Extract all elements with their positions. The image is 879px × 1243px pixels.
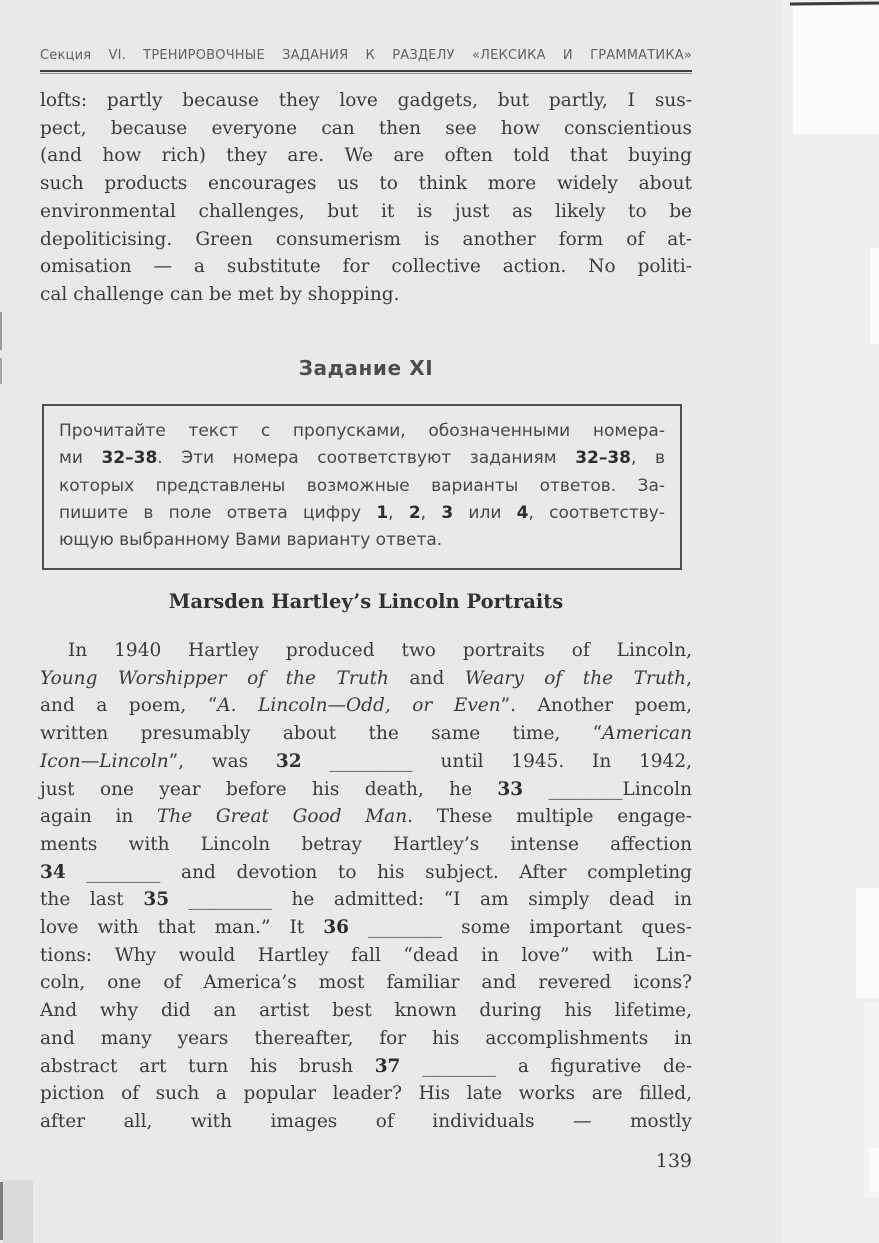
text-line: written presumably about the same time, “American xyxy=(40,723,692,745)
text-line: пишите в поле ответа цифру 1, 2, 3 или 4, соответству- xyxy=(59,502,665,523)
text-line: after all, with images of individuals — mostly xyxy=(40,1110,692,1132)
scan-artifact-strip xyxy=(869,1148,879,1192)
text-line: and many years thereafter, for his accomplishments in xyxy=(40,1027,692,1049)
text-line: lofts: partly because they love gadgets, but partly, I sus- xyxy=(40,90,692,111)
text-line: ments with Lincoln betray Hartley’s intense affection xyxy=(40,833,692,855)
text-line: depoliticising. Green consumerism is another form of at- xyxy=(40,228,692,250)
intro-paragraph xyxy=(40,87,692,309)
text-line: 34 ________ and devotion to his subject. After completing xyxy=(40,861,692,883)
scan-artifact-strip xyxy=(856,888,879,998)
text-line: tions: Why would Hartley fall “dead in love” with Lin- xyxy=(40,944,692,966)
text-line: such products encourages us to think more widely about xyxy=(40,173,692,195)
text-line: piction of such a popular leader? His late works are filled, xyxy=(40,1083,692,1105)
scan-artifact-white-patch xyxy=(793,6,879,134)
scan-artifact-dash xyxy=(0,312,2,350)
text-line: ющую выбранному Вами варианту ответа. xyxy=(59,530,443,551)
text-line: In 1940 Hartley produced two portraits of Lincoln, xyxy=(68,640,692,661)
text-line: omisation — a substitute for collective action. No politi- xyxy=(40,256,692,278)
page-number: 139 xyxy=(655,1150,692,1172)
text-line: And why did an artist best known during his lifetime, xyxy=(40,1000,692,1022)
section-header: Секция VI. ТРЕНИРОВОЧНЫЕ ЗАДАНИЯ К РАЗДЕЛУ «ЛЕКСИКА И ГРАММАТИКА» xyxy=(40,48,692,63)
text-line: abstract art turn his brush 37 ________ a figurative de- xyxy=(40,1055,692,1077)
text-line: again in The Great Good Man. These multiple engage- xyxy=(40,806,692,828)
text-line: Прочитайте текст с пропусками, обозначенными номера- xyxy=(59,421,665,441)
text-line: Icon—Lincoln”, was 32 _________ until 1945. In 1942, xyxy=(40,750,692,772)
text-line: (and how rich) they are. We are often told that buying xyxy=(40,145,692,167)
text-line: just one year before his death, he 33 ________Lincoln xyxy=(40,778,692,800)
text-line: ми 32–38. Эти номера соответствуют заданиям 32–38, в xyxy=(59,448,666,469)
text-line: and a poem, “A. Lincoln—Odd, or Even”. Another poem, xyxy=(40,695,692,717)
text-line: cal challenge can be met by shopping. xyxy=(40,283,400,305)
text-line: the last 35 _________ he admitted: “I am simply dead in xyxy=(40,889,692,911)
text-line: Young Worshipper of the Truth and Weary of the Truth, xyxy=(40,667,692,689)
story-title: Marsden Hartley’s Lincoln Portraits xyxy=(168,590,564,613)
scan-artifact-dash xyxy=(0,358,2,384)
scan-artifact-corner xyxy=(3,1180,33,1243)
text-line: environmental challenges, but it is just as likely to be xyxy=(40,200,692,222)
story-paragraph xyxy=(40,637,692,1136)
scan-artifact-strip xyxy=(870,248,879,344)
header-rule xyxy=(40,70,692,74)
task-heading: Задание XI xyxy=(298,356,434,380)
text-line: coln, one of America’s most familiar and revered icons? xyxy=(40,972,692,994)
text-line: pect, because everyone can then see how conscientious xyxy=(40,117,692,139)
text-line: love with that man.” It 36 ________ some important ques- xyxy=(40,917,692,939)
text-line: которых представлены возможные варианты ответов. За- xyxy=(59,475,665,496)
instruction-box xyxy=(42,404,682,570)
